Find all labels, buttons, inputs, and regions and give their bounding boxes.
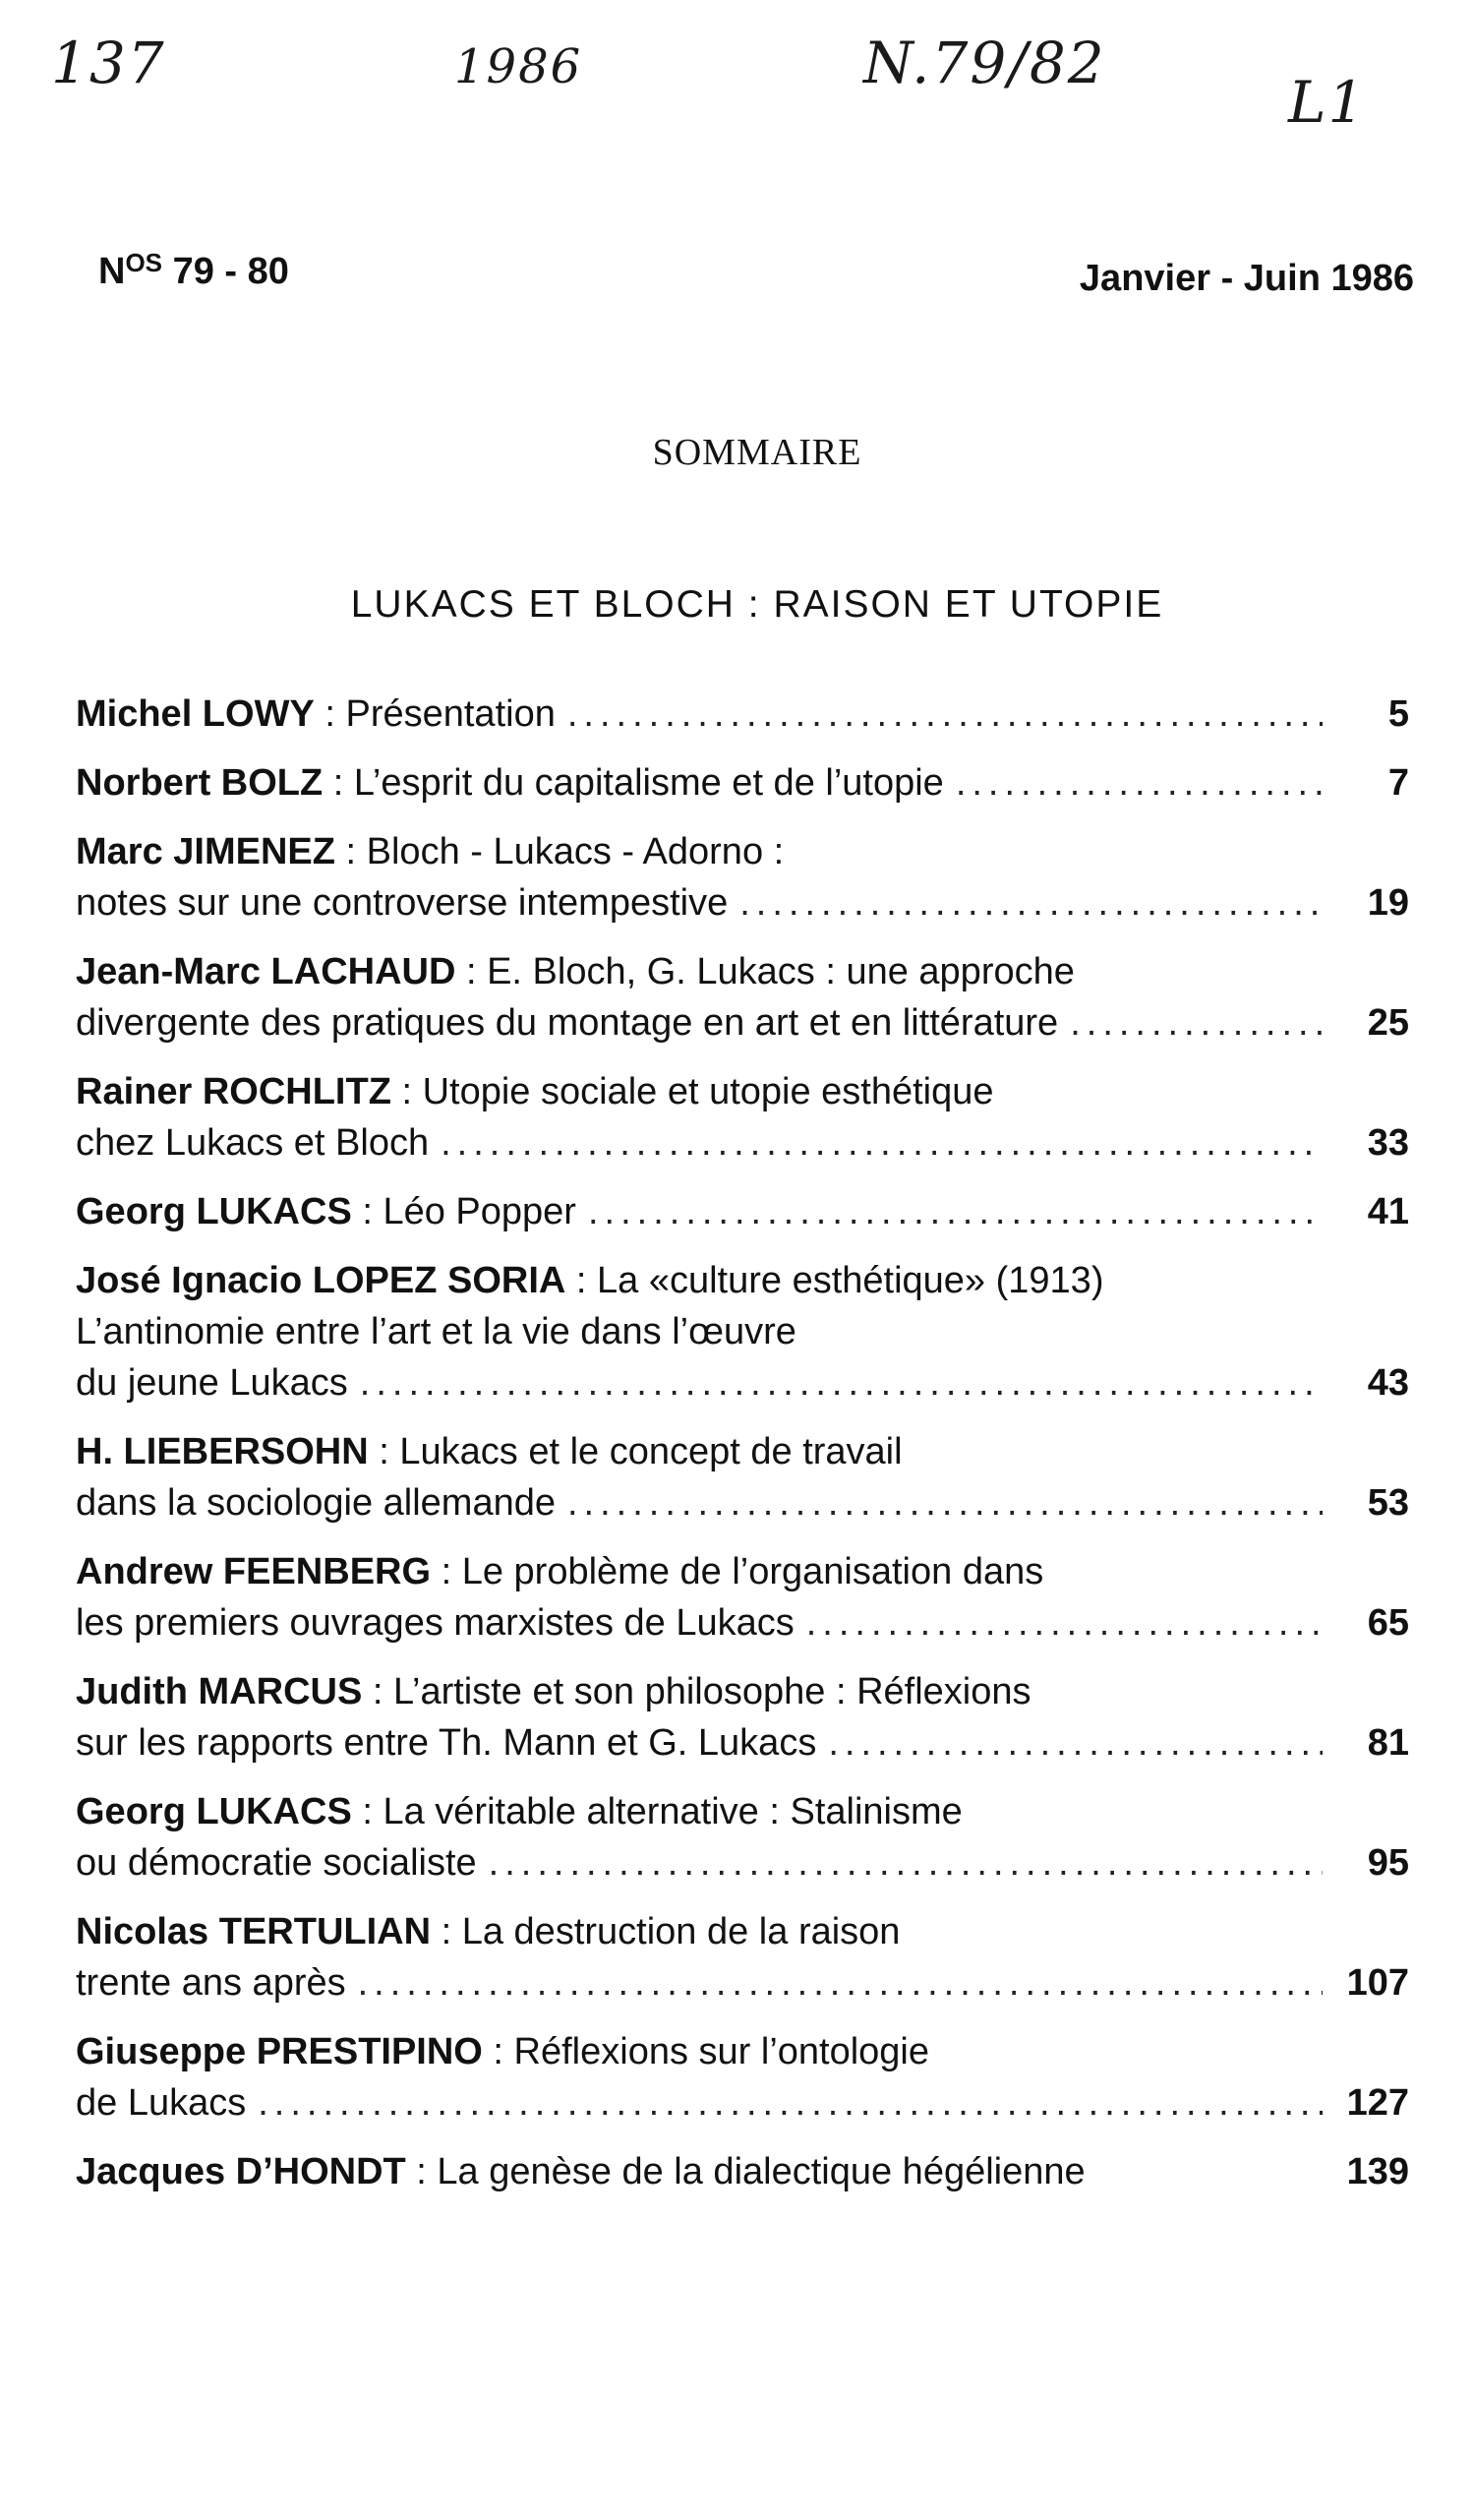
entry-text [76,2026,929,2077]
entry-title-text: : Réflexions sur l’ontologie [482,2031,930,2072]
entry-page-number: 43 [1367,1362,1409,1404]
entry-text [76,826,784,877]
entry-author: Giuseppe PRESTIPINO [76,2031,483,2072]
toc-entry [76,757,1409,809]
toc-entry-line [76,2146,1409,2197]
theme-title: LUKACS ET BLOCH : RAISON ET UTOPIE [350,583,1164,626]
handwritten-note-issue: N.79/82 [863,30,1106,96]
entry-author: Michel LOWY [76,693,315,735]
leader-dots [1070,997,1323,1049]
toc-entry-line [76,877,1409,929]
toc-entry-line [76,689,1409,740]
entry-author: Nicolas TERTULIAN [76,1911,432,1952]
toc-entry-line [76,757,1409,809]
entry-page-number: 107 [1346,1962,1409,2004]
toc-entry-line [76,1117,1409,1169]
toc-entry-line [76,1477,1409,1529]
entry-text [76,757,944,809]
entry-title-text: de Lukacs [76,2082,247,2124]
toc-entry-line [76,1837,1409,1889]
toc-entry [76,1666,1409,1769]
leader-dots [360,1357,1323,1409]
entry-text [76,689,556,740]
toc-entry-line [76,1666,1409,1717]
toc-entry-line [76,1255,1409,1306]
toc-entry-line [76,2026,1409,2077]
leader-dots [739,877,1323,929]
entry-author: Andrew FEENBERG [76,1551,432,1592]
entry-text [76,1066,994,1117]
entry-title-text: du jeune Lukacs [76,1362,348,1404]
toc-entry-line [76,1186,1409,1237]
entry-author: Judith MARCUS [76,1671,363,1712]
entry-title-text: : Bloch - Lukacs - Adorno : [334,831,785,872]
toc-entry-line [76,1546,1409,1597]
entry-title-text: : La «culture esthétique» (1913) [565,1260,1104,1301]
entry-text [76,2146,1086,2197]
entry-title-text: sur les rapports entre Th. Mann et G. Lukacs [76,1722,817,1764]
toc-entry [76,826,1409,929]
entry-text [76,1255,1103,1306]
entry-title-text: ou démocratie socialiste [76,1842,477,1884]
handwritten-note-137: 137 [51,30,166,96]
entry-title-text: : Utopie sociale et utopie esthétique [390,1071,994,1112]
toc-entry [76,2026,1409,2129]
entry-title-text: : La véritable alternative : Stalinisme [351,1791,963,1832]
entry-page-number: 127 [1346,2082,1409,2124]
toc-entry-line [76,997,1409,1049]
toc-entry-line [76,1066,1409,1117]
entry-text [76,1477,556,1529]
entry-author: José Ignacio LOPEZ SORIA [76,1260,566,1301]
toc-entry [76,1906,1409,2009]
entry-author: H. LIEBERSOHN [76,1431,369,1472]
toc-entry-line [76,1597,1409,1649]
toc-entry-line [76,1786,1409,1837]
toc-entry [76,1255,1409,1409]
entry-text [76,1357,348,1409]
leader-dots [441,1117,1323,1169]
sommaire-title: SOMMAIRE [652,432,862,473]
issue-prefix: N [98,251,126,292]
leader-dots [828,1717,1323,1769]
table-of-contents [76,689,1409,2215]
issue-number [98,248,289,293]
entry-text [76,1186,576,1237]
toc-entry [76,689,1409,740]
leader-dots [358,1957,1323,2009]
leader-dots [567,689,1323,740]
entry-title-text: : E. Bloch, G. Lukacs : une approche [455,951,1075,992]
handwritten-note-year: 1986 [454,39,583,94]
entry-author: Jacques D’HONDT [76,2151,406,2192]
entry-title-text: : La destruction de la raison [431,1911,901,1952]
entry-author: Marc JIMENEZ [76,831,335,872]
entry-title-text: : La genèse de la dialectique hégélienne [405,2151,1086,2192]
toc-entry-line [76,1357,1409,1409]
entry-title-text: les premiers ouvrages marxistes de Lukacs [76,1602,795,1644]
entry-page-number: 25 [1367,1002,1409,1044]
issue-superscript: OS [125,248,163,277]
entry-page-number: 53 [1367,1482,1409,1524]
toc-entry-line [76,2077,1409,2129]
leader-dots [806,1597,1323,1649]
entry-author: Norbert BOLZ [76,762,324,804]
entry-text [76,1546,1043,1597]
toc-entry [76,1786,1409,1889]
toc-entry-line [76,1906,1409,1957]
entry-text [76,1117,429,1169]
entry-title-text: : Présentation [314,693,556,735]
entry-text [76,1786,963,1837]
entry-text [76,1717,816,1769]
entry-title-text: dans la sociologie allemande [76,1482,556,1524]
toc-entry-line [76,1426,1409,1477]
entry-text [76,1957,346,2009]
entry-text [76,1597,795,1649]
entry-text [76,1306,796,1357]
entry-author: Jean-Marc LACHAUD [76,951,456,992]
entry-title-text: notes sur une controverse intempestive [76,882,729,924]
toc-entry-line [76,1957,1409,2009]
entry-text [76,1837,477,1889]
entry-page-number: 33 [1367,1122,1409,1164]
entry-page-number: 41 [1367,1191,1409,1232]
entry-title-text: : L’artiste et son philosophe : Réflexions [362,1671,1031,1712]
entry-title-text: : Lukacs et le concept de travail [368,1431,903,1472]
leader-dots [489,1837,1323,1889]
entry-text [76,2077,246,2129]
toc-entry [76,946,1409,1049]
entry-title-text: : Le problème de l’organisation dans [431,1551,1044,1592]
toc-entry-line [76,1717,1409,1769]
issue-date: Janvier - Juin 1986 [1079,258,1414,299]
toc-entry [76,1186,1409,1237]
entry-page-number: 7 [1387,762,1409,804]
entry-page-number: 65 [1367,1602,1409,1644]
entry-page-number: 5 [1387,693,1409,735]
entry-title-text: L’antinomie entre l’art et la vie dans l’œuvre [76,1311,796,1352]
entry-author: Rainer ROCHLITZ [76,1071,391,1112]
toc-entry-line [76,826,1409,877]
leader-dots [258,2077,1323,2129]
leader-dots [588,1186,1323,1237]
entry-title-text: trente ans après [76,1962,346,2004]
leader-dots [956,757,1323,809]
entry-author: Georg LUKACS [76,1791,352,1832]
toc-entry [76,1546,1409,1649]
entry-text [76,877,728,929]
entry-text [76,946,1075,997]
entry-text [76,997,1058,1049]
toc-entry-line [76,1306,1409,1357]
entry-text [76,1666,1031,1717]
entry-page-number: 19 [1367,882,1409,924]
toc-entry [76,1426,1409,1529]
entry-page-number: 81 [1367,1722,1409,1764]
handwritten-note-l1: L1 [1288,69,1367,136]
leader-dots [567,1477,1323,1529]
toc-entry [76,1066,1409,1169]
entry-text [76,1426,903,1477]
entry-page-number: 139 [1346,2151,1409,2192]
entry-author: Georg LUKACS [76,1191,352,1232]
toc-entry [76,2146,1409,2197]
entry-title-text: divergente des pratiques du montage en art et en littérature [76,1002,1059,1044]
entry-page-number: 95 [1367,1842,1409,1884]
issue-numbers: 79 - 80 [172,251,289,292]
toc-entry-line [76,946,1409,997]
entry-title-text: : L’esprit du capitalisme et de l’utopie [323,762,944,804]
entry-title-text: : Léo Popper [351,1191,576,1232]
entry-text [76,1906,900,1957]
entry-title-text: chez Lukacs et Bloch [76,1122,430,1164]
